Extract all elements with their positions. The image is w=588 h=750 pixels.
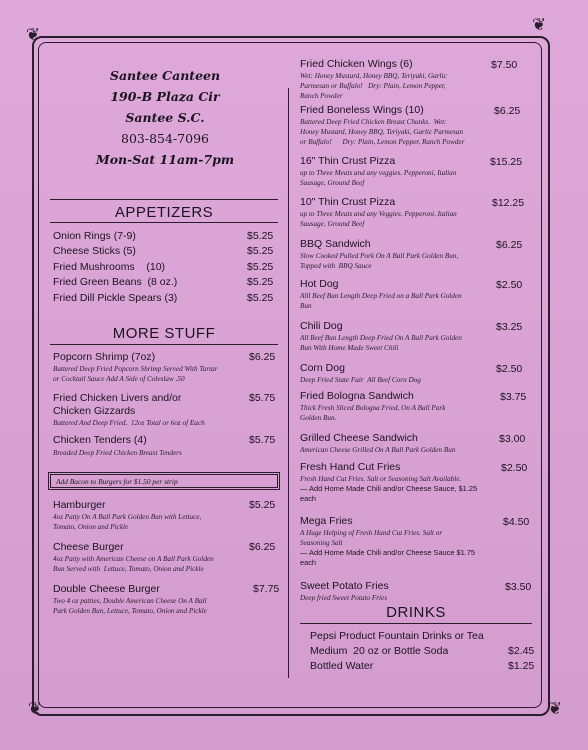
item-price: $5.75 (249, 392, 276, 404)
more-stuff-title: MORE STUFF (112, 325, 216, 342)
item-price: $3.25 (496, 321, 523, 333)
item-description: Tomato, Onion and Pickle (53, 523, 129, 531)
item-name: Popcorn Shrimp (7oz) (53, 351, 156, 363)
column-divider (288, 88, 289, 678)
item-description: Honey Mustard, Honey BBQ, Teriyaki, Garlic Parmesan (300, 128, 463, 136)
item-price: $6.25 (249, 351, 276, 363)
item-name: Onion Rings (7-9) (53, 230, 136, 242)
item-addon-note: — Add Home Made Chili and/or Cheese Sauce, $1.25 (300, 484, 478, 493)
item-name: BBQ Sandwich (300, 238, 371, 250)
item-description: or Buffalo! Dry: Plain, Lemon Pepper, Ranch Powder (300, 138, 465, 146)
item-price: $6.25 (249, 541, 276, 553)
item-name: Cheese Burger (53, 541, 124, 553)
item-description: Parmesan or Buffalo! Dry: Plain, Lemon Pepper, (300, 82, 446, 90)
item-description: Thick Fresh Sliced Bologna Fried, On A Ball Park (300, 404, 446, 412)
item-description: Deep Fried State Fair All Beef Corn Dog (300, 376, 421, 384)
item-name: Fried Dill Pickle Spears (3) (53, 292, 178, 304)
item-description: 4oz Patty On A Ball Park Golden Bun with Lettuce, (53, 513, 202, 521)
drink-line: Pepsi Product Fountain Drinks or Tea (310, 630, 484, 642)
item-name: Hot Dog (300, 278, 339, 290)
drink-price: $2.45 (508, 645, 535, 657)
item-price: $7.50 (491, 59, 518, 71)
item-price: $3.50 (505, 581, 532, 593)
item-description: A Huge Helping of Fresh Hand Cut Fries. Salt or (300, 529, 443, 537)
item-price: $5.75 (249, 434, 276, 446)
item-price: $5.25 (247, 245, 274, 257)
hours: Mon-Sat 11am-7pm (95, 152, 235, 167)
drink-line: Bottled Water (310, 660, 374, 672)
item-description: Bun Served with Lettuce, Tomato, Onion and Pickle (53, 565, 204, 573)
item-description: up to Three Meats and any Veggies. Pepperoni, Italian (300, 210, 457, 218)
section-rule (50, 344, 278, 345)
item-name: Chili Dog (300, 320, 343, 332)
item-name: Mega Fries (300, 515, 353, 527)
item-name: Grilled Cheese Sandwich (300, 432, 418, 444)
item-description: Bun With Home Made Sweet Chili (300, 344, 399, 352)
item-description: up to Three Meats and any veggies. Pepperoni, Italian (300, 169, 457, 177)
item-description: Park Golden Bun, Lettuce, Tomato, Onion and Pickle (53, 607, 207, 615)
item-name: Fresh Hand Cut Fries (300, 461, 401, 473)
item-name: Sweet Potato Fries (300, 580, 389, 592)
drink-line: Medium 20 oz or Bottle Soda (310, 645, 449, 657)
item-name: 10" Thin Crust Pizza (300, 196, 396, 208)
item-price: $7.75 (253, 583, 280, 595)
item-description: Bun (300, 302, 312, 310)
item-addon-note: — Add Home Made Chili and/or Cheese Sauce $1.75 (300, 548, 476, 557)
item-description: Battered Deep Fried Chicken Breast Chunks. Wet: (300, 118, 447, 126)
item-description: Battered And Deep Fried, 12oz Total or 6oz of Each (53, 419, 205, 427)
item-name: Fried Chicken Livers and/or (53, 392, 182, 404)
item-price: $5.25 (249, 499, 276, 511)
item-description: Sausage, Ground Beef (300, 220, 365, 228)
item-price: $2.50 (496, 279, 523, 291)
section-rule (50, 199, 278, 200)
item-description: Wet: Honey Mustard, Honey BBQ, Teriyaki, Garlic (300, 72, 447, 80)
drink-price: $1.25 (508, 660, 535, 672)
item-name: Fried Bologna Sandwich (300, 390, 414, 402)
item-name: 16" Thin Crust Pizza (300, 155, 396, 167)
bacon-note: Add Bacon to Burgers for $1.50 per strip (50, 474, 278, 488)
item-description: Golden Bun. (300, 414, 337, 422)
address-line-1: 190-B Plaza Cir (110, 89, 220, 104)
item-description: All Beef Bun Length Deep Fried On A Ball Park Golden (300, 334, 462, 342)
item-description: Ranch Powder (300, 92, 343, 100)
item-price: $6.25 (496, 239, 523, 251)
item-name: Fried Green Beans (8 oz.) (53, 276, 178, 288)
restaurant-header (90, 65, 240, 170)
item-price: $3.75 (500, 391, 527, 403)
item-addon-note: each (300, 494, 317, 503)
restaurant-name: Santee Canteen (109, 68, 221, 83)
item-name: Double Cheese Burger (53, 583, 160, 595)
item-description: Fresh Hand Cut Fries. Salt or Seasoning Salt Available. (300, 475, 462, 483)
item-price: $2.50 (496, 363, 523, 375)
item-price: $6.25 (494, 105, 521, 117)
item-name: Chicken Tenders (4) (53, 434, 147, 446)
item-description: Breaded Deep Fried Chicken Breast Tenders (53, 449, 182, 457)
item-name: Fried Boneless Wings (10) (300, 104, 424, 116)
item-name: Hamburger (53, 499, 106, 511)
item-description: Deep fried Sweet Potato Fries (300, 594, 388, 602)
fleur-corner-icon: ❦ (547, 699, 563, 718)
fleur-corner-icon: ❦ (531, 15, 547, 34)
fleur-corner-icon: ❦ (27, 699, 43, 718)
item-description: Seasoning Salt (300, 539, 343, 547)
item-price: $5.25 (247, 230, 274, 242)
item-description: Sausage, Ground Beef (300, 179, 365, 187)
item-description: Two 4 oz patties, Double American Cheese On A Ball (53, 597, 207, 605)
item-price: $15.25 (490, 156, 523, 168)
item-price: $3.00 (499, 433, 526, 445)
phone-number: 803-854-7096 (121, 131, 209, 146)
item-name: Cheese Sticks (5) (53, 245, 136, 257)
address-line-2: Santee S.C. (125, 110, 205, 125)
drinks-title: DRINKS (386, 604, 446, 621)
item-description: Alll Beef Bun Length Deep Fried on a Ball Park Golden (300, 292, 462, 300)
item-name: Chicken Gizzards (53, 405, 136, 417)
appetizers-title: APPETIZERS (114, 204, 214, 221)
fleur-corner-icon: ❦ (25, 25, 41, 44)
item-name: Corn Dog (300, 362, 345, 374)
section-rule (300, 623, 532, 624)
item-description: Slow Cooked Pulled Pork On A Ball Park Golden Bun, (300, 252, 459, 260)
item-price: $5.25 (247, 276, 274, 288)
item-price: $2.50 (501, 462, 528, 474)
section-rule (50, 222, 278, 223)
item-name: Fried Mushrooms (10) (53, 261, 166, 273)
item-description: or Cocktail Sauce Add A Side of Coleslaw .50 (53, 375, 185, 383)
item-addon-note: each (300, 558, 317, 567)
item-name: Fried Chicken Wings (6) (300, 58, 413, 70)
item-price: $12.25 (492, 197, 525, 209)
item-description: Topped with BBQ Sauce (300, 262, 372, 270)
item-price: $4.50 (503, 516, 530, 528)
item-price: $5.25 (247, 292, 274, 304)
item-description: Battered Deep Fried Popcorn Shrimp Served With Tartar (53, 365, 218, 373)
item-price: $5.25 (247, 261, 274, 273)
item-description: 4oz Patty with American Cheese on A Ball Park Golden (53, 555, 214, 563)
item-description: American Cheese Grilled On A Ball Park Golden Bun (300, 446, 456, 454)
